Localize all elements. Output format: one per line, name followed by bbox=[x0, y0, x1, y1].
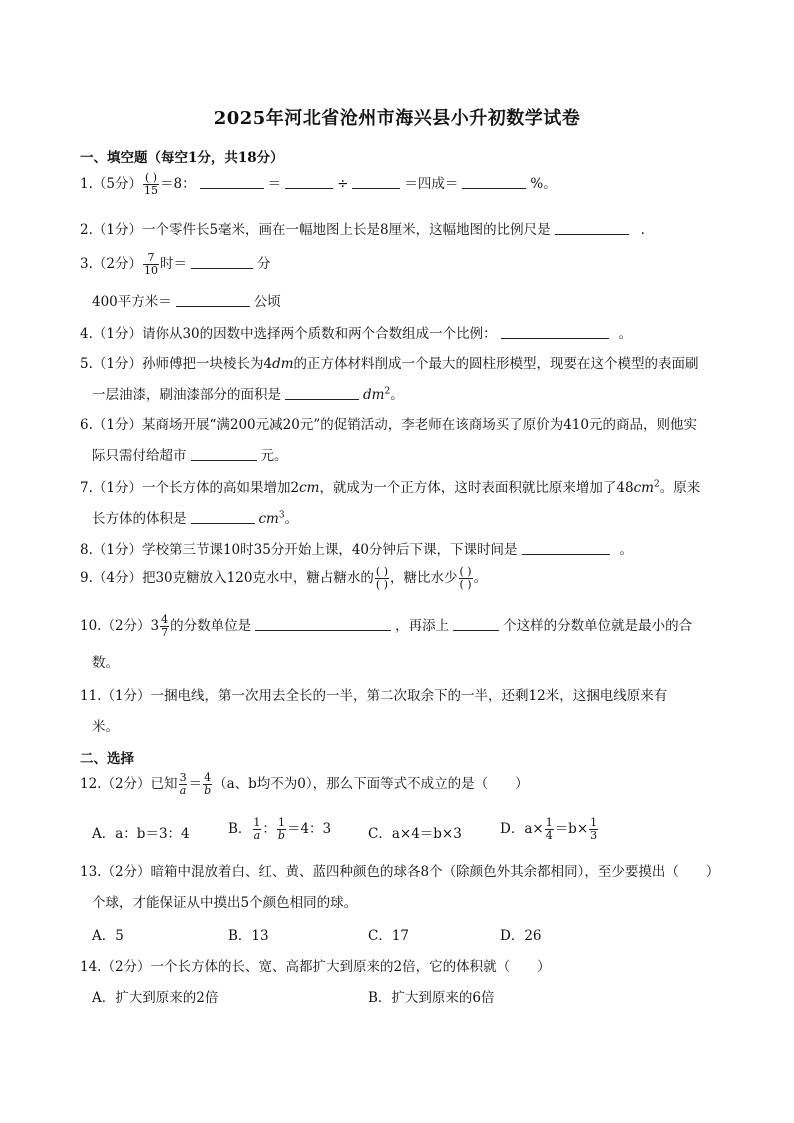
option-d[interactable]: D．a× $\frac{1}{4}$ ＝b× $\frac{1}{3}$ bbox=[500, 816, 598, 842]
question-14: 14.（2分）一个长方体的长、宽、高都扩大到原来的2倍，它的体积就（ ） bbox=[80, 959, 551, 975]
question-7: 7.（1分）一个长方体的高如果增加2cm，就成为一个正方体，这时表面积就比原来增加了$48cm^2$。原来 bbox=[80, 479, 701, 496]
option-b[interactable]: B．13 bbox=[228, 928, 269, 944]
question-12: 12.（2分）已知 $\frac{3}{a}$ ＝ $\frac{4}{b}$ （a、b均不为0），那么下面等式不成立的是（ ） bbox=[80, 771, 529, 797]
answer-blank[interactable] bbox=[501, 326, 609, 339]
fraction-blank[interactable]: $\frac{( )}{( )}$ bbox=[459, 565, 472, 591]
answer-blank[interactable] bbox=[352, 176, 400, 189]
answer-blank[interactable] bbox=[522, 542, 610, 555]
question-10-line-2: 数。 bbox=[92, 655, 119, 671]
question-1: 1.（5分） $\frac{( )}{15}$ ＝8： ＝ ÷ ＝四成＝ %。 bbox=[80, 171, 557, 197]
question-13-line-2: 个球，才能保证从中摸出5个颜色相同的球。 bbox=[92, 895, 358, 911]
option-a[interactable]: A．a：b＝3：4 bbox=[92, 826, 190, 842]
question-5: 5.（1分）孙师傅把一块棱长为4dm的正方体材料削成一个最大的圆柱形模型，现要在这个模型的表面刷 bbox=[80, 356, 699, 372]
answer-blank[interactable] bbox=[462, 176, 526, 189]
question-3: 3.（2分） $\frac{7}{10}$ 时＝ 分 bbox=[80, 251, 271, 277]
option-d[interactable]: D．26 bbox=[500, 928, 542, 944]
fraction-blank[interactable]: $\frac{( )}{( )}$ bbox=[375, 565, 389, 591]
question-10: 10.（2分）3 $\frac{4}{7}$ 的分数单位是 ，再添上 个这样的分数单位就是最小的合 bbox=[80, 613, 693, 639]
question-6: 6.（1分）某商场开展“满200元减20元”的促销活动，李老师在该商场买了原价为410元的商品，则他实 bbox=[80, 417, 697, 433]
answer-blank[interactable] bbox=[285, 387, 359, 400]
section-choice-heading: 二、选择 bbox=[80, 751, 134, 767]
option-b[interactable]: B． $\frac{1}{a}$ ： $\frac{1}{b}$ ＝4：3 bbox=[228, 816, 332, 842]
answer-blank[interactable] bbox=[200, 176, 264, 189]
option-a[interactable]: A．5 bbox=[92, 928, 124, 944]
question-2: 2.（1分）一个零件长5毫米，画在一幅地图上长是8厘米，这幅地图的比例尺是 . bbox=[80, 222, 645, 238]
answer-blank[interactable] bbox=[555, 222, 629, 235]
question-6-line-2: 际只需付给超市 元。 bbox=[92, 448, 288, 464]
fraction-blank-over-15: $\frac{( )}{15}$ bbox=[143, 171, 158, 197]
fraction-7-10: $\frac{7}{10}$ bbox=[143, 251, 158, 277]
question-11-line-2: 米。 bbox=[92, 719, 119, 735]
answer-blank[interactable] bbox=[191, 256, 253, 269]
fraction-4-7: $\frac{4}{7}$ bbox=[161, 613, 169, 639]
question-9: 9.（4分）把30克糖放入120克水中，糖占糖水的 $\frac{( )}{( )}$ ，糖比水少 $\frac{( )}{( )}$ 。 bbox=[80, 565, 488, 591]
option-c[interactable]: C．17 bbox=[368, 928, 410, 944]
answer-blank[interactable] bbox=[191, 448, 257, 461]
exam-title: 2025年河北省沧州市海兴县小升初数学试卷 bbox=[213, 108, 581, 129]
question-3-line-2: 400平方米＝ 公顷 bbox=[92, 294, 281, 310]
question-8: 8.（1分）学校第三节课10时35分开始上课，40分钟后下课，下课时间是 。 bbox=[80, 542, 634, 558]
answer-blank[interactable] bbox=[176, 294, 250, 307]
question-7-line-2: 长方体的体积是 $cm^3$。 bbox=[92, 510, 299, 527]
answer-blank[interactable] bbox=[191, 511, 255, 524]
option-c[interactable]: C．a×4＝b×3 bbox=[368, 826, 462, 842]
option-a[interactable]: A．扩大到原来的2倍 bbox=[92, 990, 219, 1006]
answer-blank[interactable] bbox=[285, 176, 333, 189]
question-11: 11.（1分）一捆电线，第一次用去全长的一半，第二次取余下的一半，还剩12米，这捆电线原来有 bbox=[80, 688, 668, 704]
question-5-line-2: 一层油漆，刷油漆部分的面积是 $dm^2$。 bbox=[92, 386, 404, 403]
question-13: 13.（2分）暗箱中混放着白、红、黄、蓝四种颜色的球各8个（除颜色外其余都相同），至少要摸出（ ） bbox=[80, 864, 720, 880]
answer-blank[interactable] bbox=[255, 618, 391, 631]
option-b[interactable]: B．扩大到原来的6倍 bbox=[368, 990, 495, 1006]
section-fill-blank-heading: 一、填空题（每空1分，共18分） bbox=[80, 150, 284, 166]
question-4: 4.（1分）请你从30的因数中选择两个质数和两个合数组成一个比例： 。 bbox=[80, 326, 633, 342]
answer-blank[interactable] bbox=[453, 618, 499, 631]
